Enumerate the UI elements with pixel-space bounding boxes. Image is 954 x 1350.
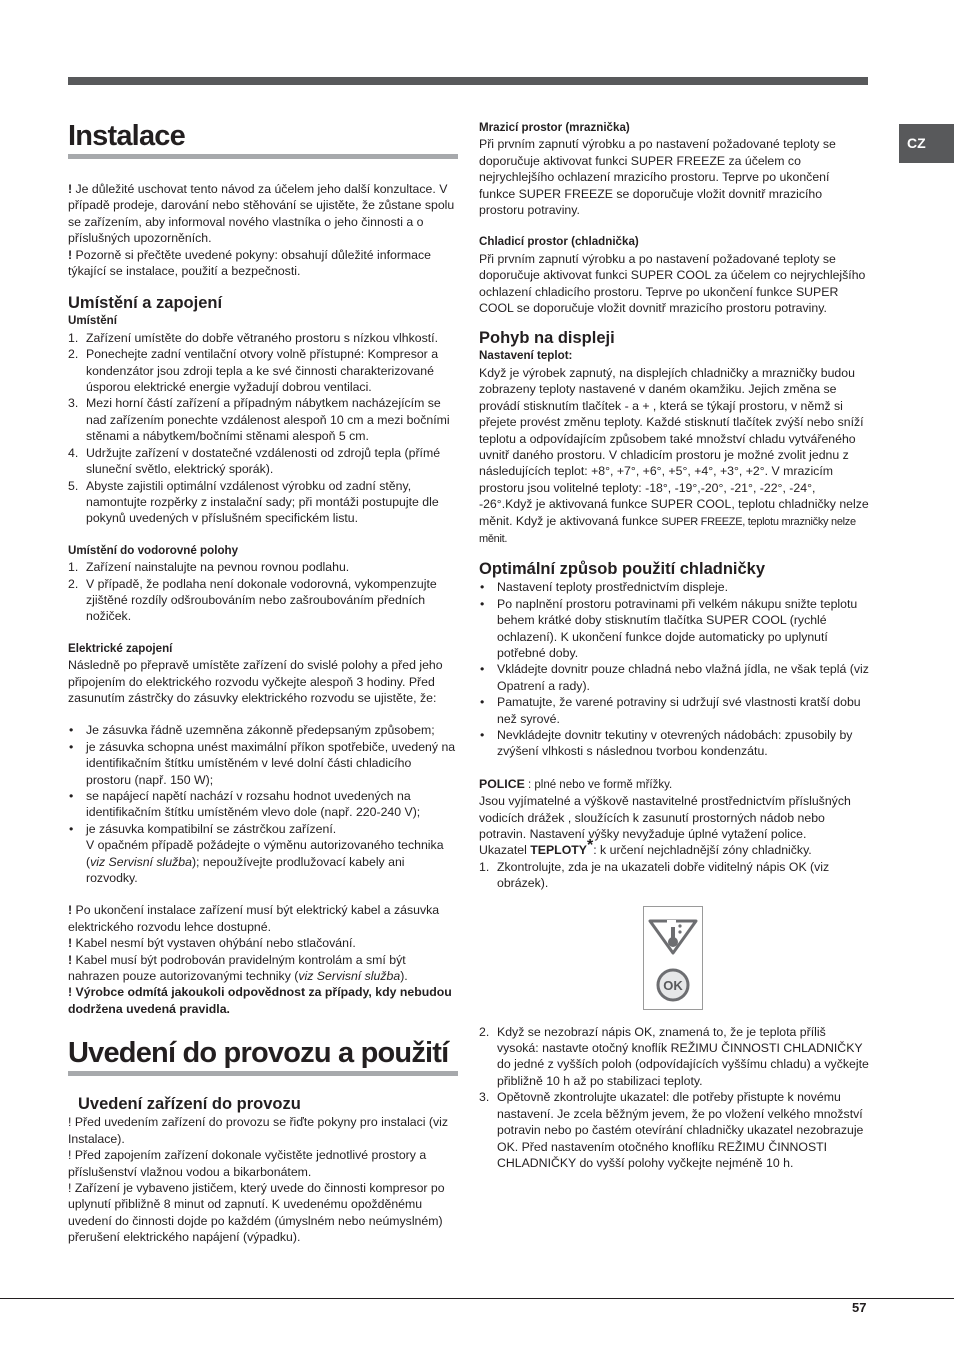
label-elektricke-zapojeni: Elektrické zapojení xyxy=(68,641,173,655)
list-item: 1. Zařízení umístěte do dobře větraného prostoru s nízkou vlhkostí. xyxy=(68,330,439,345)
list-item: 3. Opětovně zkontrolujte ukazatel: dle potřeby přistupte k novému nastavení. Je zcela běžným jevem, že po vložení velkého množství potravin nebo po častém otevírání chladničky ukazatel nezobrazuje OK. Před nastavením otočného knoflíku REŽIMU ČINNOSTI CHLADNIČKY do vyšší polohy vyčkejte nejméně 10 h. xyxy=(479,1090,864,1170)
warning-1: ! Po ukončení instalace zařízení musí být elektrický kabel a zásuvka elektrického rozvodu lehce dostupné. xyxy=(68,903,440,934)
list-item: • je zásuvka kompatibilní se zástrčkou zařízení. V opačném případě požádejte o výměnu autorizovaného technika (viz Servisní služba); nepoužívejte prodlužovací kabely ani rozvodky. xyxy=(69,821,444,886)
list-item: • se napájecí napětí nachází v rozsahu hodnot uvedených na identifikačním štítku umístěném vlevo dole (např. 220-240 V); xyxy=(69,789,421,820)
list-item: • Nevkládejte dovnitr tekutiny v otevrených nádobách: zpusobily by zvýšení vlhkosti s následnou tvorbou kondenzátu. xyxy=(480,728,853,759)
right-column xyxy=(479,120,869,1171)
label-umisteni: Umístění xyxy=(68,314,117,328)
police-text: Jsou vyjímatelné a výškově nastavitelné prostřednictvím příslušných vodicích drážek , sloužících k zasunutí prostorných nádob nebo potravin. Nastavení výšky nevyžaduje úplné vytažení police. xyxy=(479,794,851,842)
bottom-rule xyxy=(0,1298,954,1299)
intro-para-2: ! Pozorně si přečtěte uvedené pokyny: obsahují důležité informace týkající se instalace, použití a bezpečnosti. xyxy=(68,247,431,279)
heading-umisteni-zapojeni: Umístění a zapojení xyxy=(68,294,223,313)
heading-uvedeni-zarizeni: Uvedení zařízení do provozu xyxy=(78,1095,301,1114)
heading-pohyb-na-displeji: Pohyb na displeji xyxy=(479,329,615,348)
list-item: 1. Zařízení nainstalujte na pevnou rovnou podlahu. xyxy=(68,560,350,575)
leveling-list xyxy=(68,559,458,625)
start-para-2: ! Před zapojením zařízení dokonale vyčistěte jednotlivé prostory a příslušenství vlažnou vodou a bikarbonátem. xyxy=(68,1148,427,1179)
freezer-text: Při prvním zapnutí výrobku a po nastavení požadované teploty se doporučuje aktivovat funkci SUPER FREEZE za účelem co nejrychlejšího ochlazení mrazicího prostoru. Teprve po ukončení funkce SUPER FREEZE se doporučuje vložit dovnitř mrazicího prostoru potraviny. xyxy=(479,137,836,218)
left-column xyxy=(68,118,458,1246)
label-vodorovna-poloha: Umístění do vodorovné polohy xyxy=(68,543,239,557)
label-chladici-prostor: Chladicí prostor (chladnička) xyxy=(479,235,639,249)
list-item: 2. Ponechejte zadní ventilační otvory volně přístupné: Kompresor a kondenzátor jsou zdroji tepla a ke své činnosti charakterizované úsporou elektrické energie vyžadují dobrou ventilaci. xyxy=(68,347,439,395)
label-nastaveni-teplot: Nastavení teplot: xyxy=(479,349,573,363)
electrical-list xyxy=(68,722,458,886)
optimal-list xyxy=(479,579,869,759)
heading-optimalni-zpusob: Optimální způsob použití chladničky xyxy=(479,560,766,579)
fridge-text: Při prvním zapnutí výrobku a po nastavení požadované teploty se doporučuje aktivovat funkci SUPER COOL za účelem co nejrychlejšího ochlazení chladicího prostoru. Teprve po ukončení funkce SUPER COOL se doporučuje vložit dovnitř mrazicího prostoru potraviny. xyxy=(479,251,866,316)
indicator-list-a xyxy=(479,859,869,892)
list-item: 2. Když se nezobrazí nápis OK, znamená to, že je teplota příliš vysoká: nastavte otočný knoflík REŽIMU ČINNOSTI CHLADNIČKY do jedné z vyšších poloh (odpovídajících vyššímu chladu) a vyčkejte přibližně 10 h až po stabilizaci teploty. xyxy=(479,1024,869,1088)
intro-para-1: ! Je důležité uschovat tento návod za účelem jeho další konzultace. V případě prodeje, darování nebo stěhování se ujistěte, že zůstane spolu se zařízením, aby informoval nového vlastníka o jeho činnosti a o příslušných upozorněních. xyxy=(68,182,455,246)
list-item: • Nastavení teploty prostřednictvím displeje. xyxy=(480,580,729,595)
label-mrazici-prostor: Mrazicí prostor (mraznička) xyxy=(479,121,630,134)
list-item: 2. V případě, že podlaha není dokonale vodorovná, vykompenzujte zjištěné rozdíly odšroubováním nebo zašroubováním předních nožiček. xyxy=(68,576,437,624)
list-item: • Vkládejte dovnitr pouze chladná nebo vlažná jídla, ne však teplá (viz Opatrení a rady). xyxy=(480,662,869,693)
display-text: Když je výrobek zapnutý, na displejích chladničky a mrazničky budou zobrazeny teploty nastavené v daném okamžiku. Jejich změna se provádí stisknutím tlačítek - a + , která se týkají prostoru, v němž si přejete provést změnu teploty. Každé stisknutí tlačítek zvýší nebo sníží teplotu a odpovídajícím způsobem také množství chladu vytvářeného uvnitř daného prostoru. V chladicím prostoru je možné zvolit jednu z následujících teplot: +8°, +7°, +6°, +5°, +4°, +3°, +2°. V mrazicím prostoru jsou volitelné teploty: -18°, -19°,-20°, -21°, -22°, -24°, -26°.Když je aktivovaná funkce SUPER COOL, teplotu chladničky nelze měnit. Když je aktivovaná funkce SUPER FREEZE, teplotu mrazničky nelze měnit. xyxy=(479,365,869,545)
police-line: POLICE : plné nebo ve formě mřížky. xyxy=(479,776,673,791)
heading-uvedeni-do-provozu: Uvedení do provozu a použití xyxy=(68,1035,458,1076)
warning-4: ! Výrobce odmítá jakoukoli odpovědnost za případy, kdy nebudou dodržena uvedená pravidla. xyxy=(68,985,452,1016)
list-item: • je zásuvka schopna unést maximální příkon spotřebiče, uvedený na identifikačním štítku umístěném v levé dolní části chladicího prostoru (např. 150 W); xyxy=(69,739,456,787)
list-item: • Pamatujte, že varené potraviny si udržují své vlastnosti kratší dobu než syrové. xyxy=(480,695,861,726)
electrical-text: Následně po přepravě umístěte zařízení do svislé polohy a před jeho připojením do elektrického rozvodu vyčkejte alespoň 3 hodiny. Před zasunutím zástrčky do zásuvky elektrického rozvodu se ujistěte, že: xyxy=(68,658,443,705)
page-number: 57 xyxy=(852,1300,867,1315)
indicator-figure xyxy=(643,906,703,1010)
list-item: 4. Udržujte zařízení v dostatečné vzdálenosti od zdrojů tepla (přímé sluneční světlo, elektrický sporák). xyxy=(68,445,441,477)
top-rule xyxy=(68,77,868,85)
thermometer-indicator-icon xyxy=(644,907,702,1009)
ok-label: OK xyxy=(663,977,683,993)
list-item: 3. Mezi horní částí zařízení a případným nábytkem nacházejícím se nad zařízením ponechte vzdálenost alespoň 10 cm a mezi bočními stěnami a nábytkem/bočními stěnami alespoň 5 cm. xyxy=(68,396,450,444)
language-tab: CZ xyxy=(899,124,954,163)
start-para-3: ! Zařízení je vybaveno jističem, který uvede do činnosti kompresor po uplynutí přibližně 8 minut od zapnutí. K uvedenému opožděnému uvedení do činnosti dojde po každém (úmyslném nebo neúmyslném) přerušení elektrického napájení (výpadku). xyxy=(68,1180,445,1245)
start-para-1: ! Před uvedením zařízení do provozu se řiďte pokyny pro instalaci (viz Instalace). xyxy=(68,1115,449,1146)
list-item: • Po naplnění prostoru potravinami při velkém nákupu snižte teplotu behem krátké doby stisknutím tlačítka SUPER COOL (rychlé ochlazení). K ukončení funkce dojde automaticky po uplynutí potřebné doby. xyxy=(480,596,858,660)
list-item: 5. Abyste zajistili optimální vzdálenost výrobku od zadní stěny, namontujte rozpěrky z instalační sady; při montáži postupujte dle pokynů uvedených v příslušném specifickém listu. xyxy=(68,478,439,526)
indicator-list-b xyxy=(479,1024,869,1172)
heading-instalace: Instalace xyxy=(68,118,458,159)
warning-3: ! Kabel musí být podrobován pravidelným kontrolám a smí být nahrazen pouze autorizovanými techniky (viz Servisní služba). xyxy=(68,952,408,984)
list-item: 1. Zkontrolujte, zda je na ukazateli dobře viditelný nápis OK (viz obrázek). xyxy=(479,859,830,891)
list-item: • Je zásuvka řádně uzemněna zákonně předepsaným způsobem; xyxy=(69,723,435,738)
warning-2: ! Kabel nesmí být vystaven ohýbání nebo stlačování. xyxy=(68,936,356,951)
placement-list xyxy=(68,330,458,527)
indicator-line: Ukazatel TEPLOTY*: k určení nejchladnější zóny chladničky. xyxy=(479,837,812,858)
